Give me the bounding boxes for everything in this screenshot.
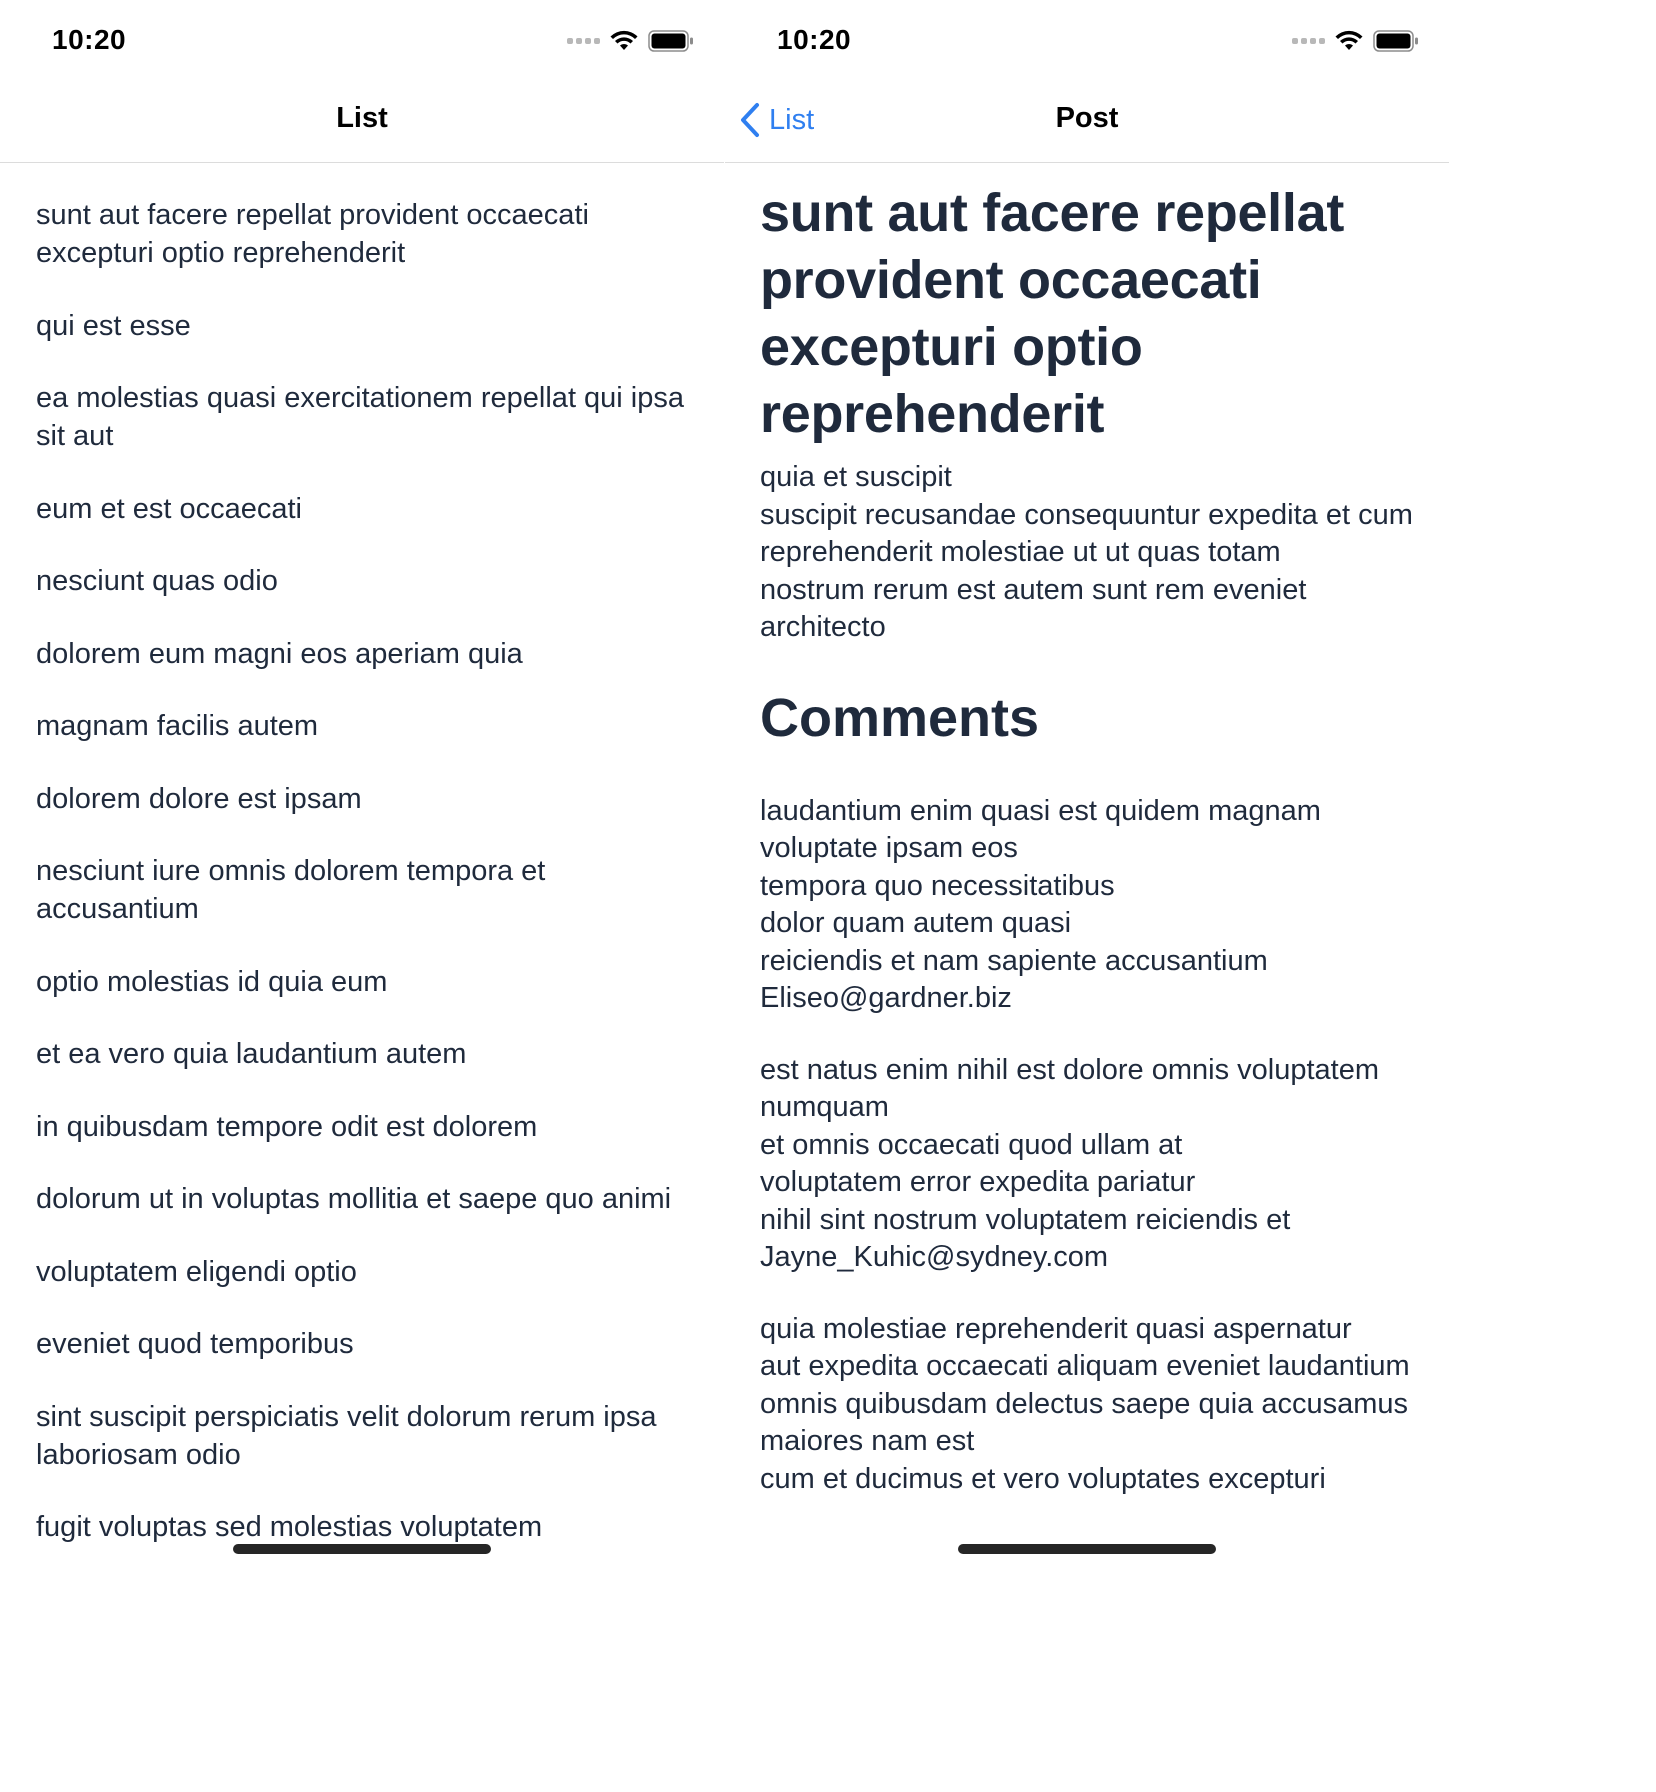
list-item[interactable]: nesciunt iure omnis dolorem tempora et accusantium [36, 855, 546, 925]
nav-title: Post [1055, 102, 1119, 134]
post-content [760, 180, 1415, 1498]
list-item[interactable]: et ea vero quia laudantium autem [36, 1038, 467, 1070]
navigation-bar [725, 82, 1449, 163]
list-item[interactable]: in quibusdam tempore odit est dolorem [36, 1110, 538, 1143]
list-screen [0, 0, 724, 1568]
nav-title: List [336, 102, 388, 134]
comments-heading: Comments [760, 687, 1040, 748]
list-item[interactable]: dolorem dolore est ipsam [36, 782, 362, 815]
status-time: 10:20 [777, 24, 852, 55]
signal-icon [567, 38, 600, 44]
list-item[interactable]: magnam facilis autem [36, 710, 319, 742]
list-item[interactable]: sint suscipit perspiciatis velit dolorum rerum ipsa laboriosam odio [36, 1400, 657, 1471]
list-item[interactable]: qui est esse [36, 309, 191, 342]
list-item[interactable]: fugit voluptas sed molestias voluptatem [36, 1511, 543, 1543]
list-item[interactable]: ea molestias quasi exercitationem repellat qui ipsa sit aut [36, 382, 685, 452]
comment: est natus enim nihil est dolore omnis voluptatem numquam et omnis occaecati quod ullam at voluptatem error expedita pariatur nihil sint nostrum voluptatem reiciendis et Jayne_Kuhic@sydney.com [760, 1053, 1379, 1273]
back-button-label: List [769, 103, 815, 136]
post-list [36, 196, 694, 1568]
post-title: sunt aut facere repellat provident occaecati excepturi optio reprehenderit [760, 183, 1345, 444]
list-item[interactable]: sunt aut facere repellat provident occaecati excepturi optio reprehenderit [36, 199, 589, 269]
list-item[interactable]: nesciunt quas odio [36, 565, 278, 597]
battery-icon [1373, 30, 1419, 52]
comment: laudantium enim quasi est quidem magnam voluptate ipsam eos tempora quo necessitatibus dolor quam autem quasi reiciendis et nam sapiente accusantium Eliseo@gardner.biz [760, 794, 1321, 1014]
navigation-bar [0, 82, 724, 163]
wifi-icon [610, 30, 638, 52]
status-time: 10:20 [52, 24, 127, 55]
list-item[interactable]: eum et est occaecati [36, 492, 302, 525]
list-item[interactable]: voluptatem eligendi optio [36, 1255, 357, 1288]
signal-icon [1292, 38, 1325, 44]
list-item[interactable]: dolorum ut in voluptas mollitia et saepe quo animi [36, 1183, 672, 1215]
wifi-icon [1335, 30, 1363, 52]
post-body: quia et suscipit suscipit recusandae consequuntur expedita et cum reprehenderit molestiae ut ut quas totam nostrum rerum est autem sunt rem eveniet architecto [760, 461, 1413, 643]
status-icons [1292, 30, 1419, 52]
post-screen [725, 0, 1449, 1568]
comment: quia molestiae reprehenderit quasi aspernatur aut expedita occaecati aliquam eveniet laudantium omnis quibusdam delectus saepe quia accusamus maiores nam est cum et ducimus et vero voluptates excepturi [760, 1312, 1410, 1495]
list-item[interactable]: optio molestias id quia eum [36, 965, 388, 998]
home-indicator[interactable] [958, 1544, 1216, 1554]
battery-icon [648, 30, 694, 52]
list-item[interactable]: dolorem eum magni eos aperiam quia [36, 637, 523, 670]
list-item[interactable]: eveniet quod temporibus [36, 1328, 354, 1360]
status-icons [567, 30, 694, 52]
home-indicator[interactable] [233, 1544, 491, 1554]
